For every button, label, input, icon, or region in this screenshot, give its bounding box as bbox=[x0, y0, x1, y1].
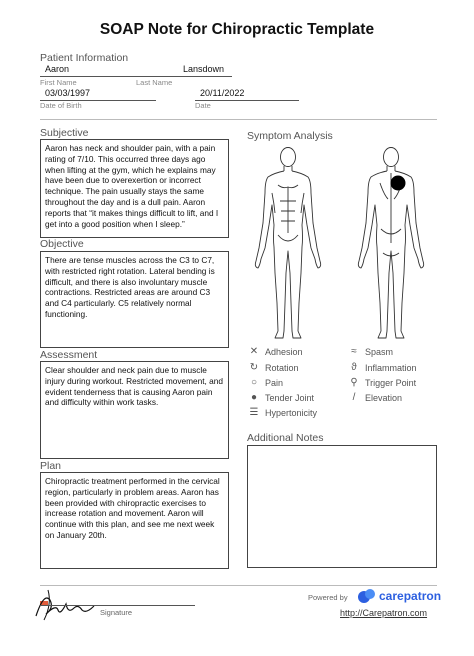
subjective-heading: Subjective bbox=[40, 127, 89, 139]
legend-elevation bbox=[347, 392, 402, 403]
carepatron-logo[interactable] bbox=[357, 588, 441, 604]
legend-label: Inflammation bbox=[365, 362, 417, 373]
lines-icon: ☰ bbox=[249, 407, 259, 418]
page-title: SOAP Note for Chiropractic Template bbox=[99, 21, 375, 38]
dot-icon: ● bbox=[250, 392, 258, 403]
legend-label: Trigger Point bbox=[365, 377, 417, 388]
tender-joint-marker[interactable] bbox=[391, 176, 406, 191]
carepatron-brand: carepatron bbox=[379, 589, 442, 603]
legend-rotation bbox=[247, 362, 299, 373]
trigger-icon: ⚲ bbox=[350, 377, 358, 388]
signature-stroke bbox=[36, 598, 94, 616]
name-underline bbox=[40, 76, 232, 77]
legend-label: Pain bbox=[265, 377, 284, 388]
body-back-figure bbox=[358, 148, 423, 339]
legend-label: Spasm bbox=[365, 346, 394, 357]
dob-label: Date of Birth bbox=[40, 101, 82, 110]
body-diagram[interactable] bbox=[250, 143, 440, 343]
legend-hypertonicity bbox=[247, 407, 317, 418]
divider bbox=[40, 119, 437, 120]
carepatron-icon bbox=[357, 588, 377, 604]
inflammation-icon: ϑ bbox=[351, 362, 357, 373]
legend-label: Elevation bbox=[365, 392, 403, 403]
slash-icon: / bbox=[352, 392, 356, 403]
wave-icon: ≈ bbox=[351, 346, 357, 357]
signature-line bbox=[40, 605, 195, 606]
first-name-label: First Name bbox=[40, 78, 77, 87]
legend-label: Hypertonicity bbox=[265, 407, 318, 418]
last-name-label: Last Name bbox=[136, 78, 173, 87]
last-name-field[interactable]: Lansdown bbox=[183, 64, 225, 74]
date-label: Date bbox=[195, 101, 211, 110]
dob-field[interactable]: 03/03/1997 bbox=[45, 88, 91, 98]
subjective-textbox[interactable]: Aaron has neck and shoulder pain, with a pain rating of 7/10. This occurred three days ago when lifting at the gym, which he explains may have been due to overexertion or incorrect technique. The pain usually stays the same throughout the day and is a dull pain. Aaron reports that “it makes things difficult to lift, and I get into a good position when I sleep.” bbox=[40, 139, 229, 238]
assessment-textbox[interactable]: Clear shoulder and neck pain due to muscle injury during workout. Restricted movement, and evident tenderness that is causing Aaron pain and difficulty within work tasks. bbox=[40, 361, 229, 459]
legend-tender-joint bbox=[247, 392, 314, 403]
date-field[interactable]: 20/11/2022 bbox=[200, 88, 245, 98]
symptom-analysis-heading: Symptom Analysis bbox=[247, 130, 333, 142]
legend-pain bbox=[247, 377, 283, 388]
carepatron-link[interactable]: http://Carepatron.com bbox=[340, 608, 428, 618]
legend-label: Tender Joint bbox=[265, 392, 315, 403]
legend-adhesion bbox=[247, 346, 303, 357]
legend-spasm bbox=[347, 346, 393, 357]
first-name-field[interactable]: Aaron bbox=[45, 64, 70, 74]
body-front-figure bbox=[255, 148, 320, 339]
plan-textbox[interactable]: Chiropractic treatment performed in the cervical region, particularly in problem areas. Aaron has been provided with chiropractic exercises to increase rotation and movement. Aaron will continue with this plan, and see me next week on January 20th. bbox=[40, 472, 229, 569]
powered-by-text: Powered by bbox=[308, 593, 348, 602]
objective-heading: Objective bbox=[40, 238, 84, 250]
legend-trigger-point bbox=[347, 377, 416, 388]
legend-label: Rotation bbox=[265, 362, 299, 373]
additional-notes-textbox[interactable] bbox=[247, 445, 437, 568]
legend-inflammation bbox=[347, 362, 417, 373]
plan-heading: Plan bbox=[40, 460, 62, 472]
signature-label: Signature bbox=[100, 608, 133, 617]
rotation-icon: ↻ bbox=[249, 362, 259, 373]
legend-label: Adhesion bbox=[265, 346, 303, 357]
assessment-heading: Assessment bbox=[40, 349, 98, 361]
x-icon: ✕ bbox=[249, 346, 259, 357]
circle-icon: ○ bbox=[250, 377, 258, 388]
objective-textbox[interactable]: There are tense muscles across the C3 to C7, with restricted right rotation. Lateral bending is difficult, and there is also involuntary muscle contractions. Restricted areas are around C3 and C4 particularly. C5 relatively normal functioning. bbox=[40, 251, 229, 348]
signature-image bbox=[30, 586, 100, 622]
patient-info-heading: Patient Information bbox=[40, 52, 129, 64]
additional-notes-heading: Additional Notes bbox=[247, 432, 324, 444]
